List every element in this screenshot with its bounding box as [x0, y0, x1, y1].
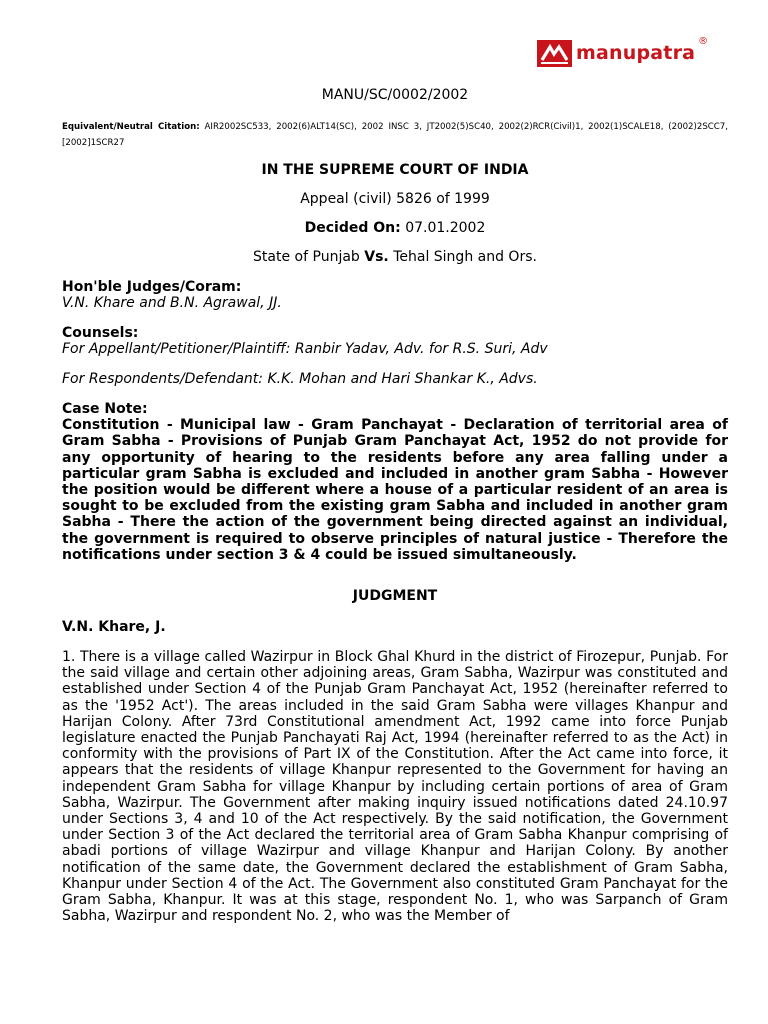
case-note-label: Case Note: [62, 401, 148, 417]
case-note-text: Constitution - Municipal law - Gram Panchayat - Declaration of territorial area of Gram Sabha - Provisions of Punjab Gram Panchayat Act, 1952 do not provide for any opportunity of hearing to the residents before any area falling under a particular gram Sabha is excluded and included in another gram Sabha - However the position would be different where a house of a particular resident of an area is sought to be excluded from the existing gram Sabha and included in another gram Sabha - There the action of the government being directed against an individual, the government is required to observe principles of natural justice - Therefore the notifications under section 3 & 4 could be issued simultaneously. [62, 417, 728, 563]
judges-section [62, 279, 728, 311]
counsel-respondent: For Respondents/Defendant: K.K. Mohan and Hari Shankar K., Advs. [62, 371, 538, 387]
counsels-section [62, 325, 728, 357]
appeal-number: Appeal (civil) 5826 of 1999 [300, 191, 490, 207]
citation-label: Equivalent/Neutral Citation: [62, 122, 200, 132]
court-name: IN THE SUPREME COURT OF INDIA [261, 162, 529, 178]
versus: Vs. [364, 249, 389, 265]
manu-id: MANU/SC/0002/2002 [321, 87, 469, 103]
case-note-section [62, 401, 728, 563]
decided-label: Decided On: [304, 220, 401, 236]
judges-label: Hon'ble Judges/Coram: [62, 279, 242, 295]
judgment-heading: JUDGMENT [352, 588, 438, 604]
manupatra-logo [537, 36, 709, 68]
counsels-label: Counsels: [62, 325, 139, 341]
judgment-author: V.N. Khare, J. [62, 619, 166, 635]
registered-mark: ® [698, 36, 709, 47]
citation-text: AIR2002SC533, 2002(6)ALT14(SC), 2002 INSC 3, JT2002(5)SC40, 2002(2)RCR(Civil)1, 2002(1)SCALE18, (2002)2SCC7, [2002]1SCR27 [62, 122, 728, 148]
manupatra-logo-mark-icon [537, 40, 572, 67]
equivalent-citation [62, 119, 728, 151]
respondent: Tehal Singh and Ors. [393, 249, 537, 265]
logo-text: manupatra [576, 42, 696, 64]
judges-names: V.N. Khare and B.N. Agrawal, JJ. [62, 295, 282, 312]
counsel-appellant: For Appellant/Petitioner/Plaintiff: Ranbir Yadav, Adv. for R.S. Suri, Adv [62, 341, 548, 358]
case-parties [62, 249, 728, 265]
decided-on [62, 220, 728, 236]
decided-date: 07.01.2002 [405, 220, 486, 236]
petitioner: State of Punjab [253, 249, 360, 265]
judgment-paragraph: 1. There is a village called Wazirpur in Block Ghal Khurd in the district of Firozepur, Punjab. For the said village and certain other adjoining areas, Gram Sabha, Wazirpur was constituted and established under Section 4 of the Punjab Gram Panchayat Act, 1952 (hereinafter referred to as the '1952 Act'). The areas included in the said Gram Sabha were villages Khanpur and Harijan Colony. After 73rd Constitutional amendment Act, 1992 came into force Punjab legislature enacted the Punjab Panchayati Raj Act, 1994 (hereinafter referred to as the Act) in conformity with the provisions of Part IX of the Constitution. After the Act came into force, it appears that the residents of village Khanpur represented to the Government for having an independent Gram Sabha for village Khanpur by including certain portions of area of Gram Sabha, Wazirpur. The Government after making inquiry issued notifications dated 24.10.97 under Sections 3, 4 and 10 of the Act respectively. By the said notification, the Government under Section 3 of the Act declared the territorial area of Gram Sabha Khanpur comprising of abadi portions of village Wazirpur and village Khanpur and Harijan Colony. By another notification of the same date, the Government declared the establishment of Gram Sabha, Khanpur under Section 4 of the Act. The Government also constituted Gram Panchayat for the Gram Sabha, Khanpur. It was at this stage, respondent No. 1, who was Sarpanch of Gram Sabha, Wazirpur and respondent No. 2, who was the Member of [62, 649, 728, 925]
